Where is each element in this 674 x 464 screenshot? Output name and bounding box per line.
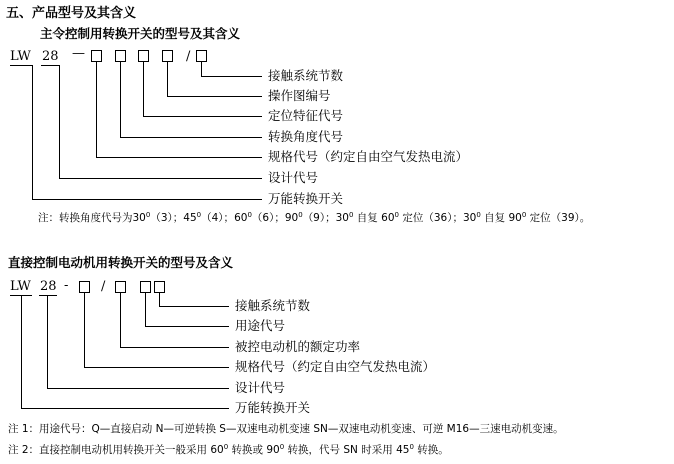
model-prefix-lw: LW <box>10 279 31 294</box>
leader-line <box>47 388 229 389</box>
model-dash: — <box>72 46 85 61</box>
leader-line <box>32 199 262 200</box>
underline-lw <box>10 65 32 66</box>
label-contact-sections: 接触系统节数 <box>235 298 311 313</box>
leader-line <box>145 326 229 327</box>
leader-line <box>21 295 22 408</box>
leader-line <box>84 367 229 368</box>
model-slash: / <box>101 279 106 294</box>
label-position-code: 定位特征代号 <box>268 108 344 123</box>
label-usage-code: 用途代号 <box>235 318 286 333</box>
leader-line <box>145 293 146 326</box>
label-spec-code: 规格代号（约定自由空气发热电流） <box>235 359 436 374</box>
leader-line <box>159 293 160 306</box>
power-box <box>115 281 126 293</box>
leader-line <box>59 178 262 179</box>
section-title: 五、产品型号及其含义 <box>6 6 137 21</box>
leader-line <box>143 116 262 117</box>
usage-code-box <box>140 281 151 293</box>
leader-line <box>167 62 168 96</box>
leader-line <box>120 137 262 138</box>
diagram1-title: 主令控制用转换开关的型号及其含义 <box>40 26 241 41</box>
label-universal-switch: 万能转换开关 <box>235 400 311 415</box>
usage-code-note: 注 1：用途代号：Q—直接启动 N—可逆转换 S—双速电动机变速 SN—双速电动机变速、可逆 M16—三速电动机变速。 <box>8 423 564 435</box>
label-design-code: 设计代号 <box>235 380 286 395</box>
leader-line <box>21 408 229 409</box>
label-diagram-no: 操作图编号 <box>268 88 331 103</box>
label-design-code: 设计代号 <box>268 170 319 185</box>
angle-code-note: 注：转换角度代号为$30^0(3)$；$45^0(4)$；$60^0(6)$；$90^0(9)$；$30^0$ 自复 $60^0$ 定位（36）；$30^0$ 自复 $90^0$ 定位（39）。 <box>38 211 591 224</box>
leader-line <box>120 293 121 347</box>
contact-sections-box <box>154 281 165 293</box>
leader-line <box>159 306 229 307</box>
leader-line <box>201 76 262 77</box>
contact-sections-box <box>196 50 207 62</box>
diagram2-title: 直接控制电动机用转换开关的型号及含义 <box>8 255 234 270</box>
model-series-28: 28 <box>42 49 59 64</box>
model-slash: / <box>186 49 191 64</box>
model-prefix-lw: LW <box>10 49 31 64</box>
leader-line <box>167 96 262 97</box>
label-rated-power: 被控电动机的额定功率 <box>235 339 361 354</box>
leader-line <box>47 295 48 388</box>
leader-line <box>59 65 60 178</box>
position-code-box <box>138 50 149 62</box>
leader-line <box>96 62 97 157</box>
leader-line <box>120 347 229 348</box>
leader-line <box>96 157 262 158</box>
label-contact-sections: 接触系统节数 <box>268 68 344 83</box>
label-universal-switch: 万能转换开关 <box>268 191 344 206</box>
underline-28 <box>39 295 57 296</box>
model-series-28: 28 <box>40 279 57 294</box>
diagram-no-box <box>162 50 173 62</box>
model-dash: - <box>64 278 69 293</box>
label-angle-code: 转换角度代号 <box>268 129 344 144</box>
leader-line <box>32 65 33 199</box>
switching-angle-note: 注 2：直接控制电动机用转换开关一般采用 $60^0$ 转换或 $90^0$ 转换，代号 SN 时采用 $45^0$ 转换。 <box>8 443 449 456</box>
label-spec-code: 规格代号（约定自由空气发热电流） <box>268 149 469 164</box>
leader-line <box>143 62 144 116</box>
spec-code-box <box>79 281 90 293</box>
leader-line <box>120 62 121 137</box>
leader-line <box>201 62 202 76</box>
leader-line <box>84 293 85 367</box>
underline-28 <box>41 65 60 66</box>
angle-code-box <box>115 50 126 62</box>
spec-code-box <box>91 50 102 62</box>
